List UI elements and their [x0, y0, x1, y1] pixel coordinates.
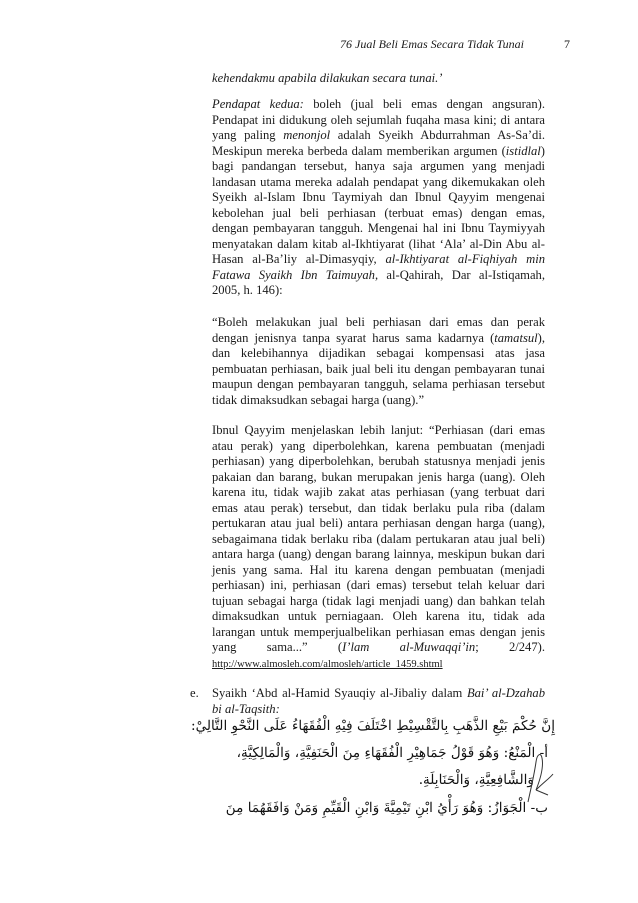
list-label-e: e. [190, 686, 199, 700]
arabic-line-3: وَالشَّافِعِيَّةِ، وَالْحَنَابِلَةِ. [418, 772, 534, 788]
term-menonjol: menonjol [283, 128, 331, 142]
page-number: 7 [564, 37, 570, 51]
text-span: ), dan kelebihannya dijadikan sebagai kompensasi atas jasa pembuatan perhiasan, baik jual beli itu dengan pembayaran tunai maupun dengan pembayaran tangguh, selama perhiasan tersebut tidak dimaksudkan sebagai harga (uang).” [212, 330, 545, 407]
paragraph-quote-taymiyyah [212, 315, 545, 408]
arabic-line-4: ب- الْجَوَازُ: وَهُوَ رَأْيُ ابْنِ تَيْمِيَّةَ وَابْنِ الْقَيِّمِ وَمَنْ وَافَقَهُمَا مِنَ [225, 800, 548, 816]
text-span: Syaikh ‘Abd al-Hamid Syauqiy al-Jibaliy dalam [212, 686, 467, 700]
ibnul-qayyim-text [212, 423, 545, 672]
text-span: al-Qahirah, Dar al-Istiqamah, 2005, h. 146): [212, 267, 545, 297]
book-title-bai-al-dzahab: Bai’ al-Dzahab bi al-Taqsith: [212, 686, 545, 716]
text-span: boleh (jual beli emas dengan angsuran). Pendapat ini didukung oleh sejumlah fuqaha masa kini; di antara yang paling [212, 97, 545, 142]
paragraph-pendapat-kedua [212, 97, 545, 299]
term-pendapat-kedua: Pendapat kedua: [212, 97, 304, 111]
text-span: ) bagi pandangan tersebut, hanya saja argumen yang menjadi landasan utama mereka adalah pendapat yang dikemukakan oleh Syeikh al-Islam Ibnu Taymiyah dan Ibnul Qayyim mengenai kebolehan jual beli perhiasan (terbuat emas) dengan emas, dengan pembayaran tangguh. Mengenai hal ini Ibnu Taymiyyah menyatakan dalam kitab al-Ikhtiyarat (lihat ‘Ala’ al-Din Abu al-Hasan al-Ba’liy al-Dimasyqiy, [212, 143, 545, 266]
source-link[interactable]: http://www.almosleh.com/almosleh/article_1459.shtml [212, 658, 443, 670]
paragraph-ibnul-qayyim [212, 423, 545, 672]
text-span: Ibnul Qayyim menjelaskan lebih lanjut: “Perhiasan (dari emas atau perak) yang diperbolehkan, karena pembuatan (menjadi perhiasan) yang diperbolehkan, berubah statusnya menjadi jenis pakaian dan barang, bukan merupakan jenis harga (uang). Oleh karena itu, tidak wajib zakat atas perhiasan (yang terbuat dari emas atau perak) tersebut, dan tidak berlaku pula riba (dalam pertukaran atau jual beli) antara perhiasan dengan harga (uang), sebagaimana tidak berlaku riba (dalam pertukaran atau jual beli) antara harga (uang) dengan barang lainnya, meskipun bukan dari jenis yang sama. Hal itu karena dengan pembuatan (menjadi perhiasan) ini, perhiasan (dari emas) tersebut telah keluar dari tujuan sebagai harga (tidak lagi menjadi uang) dan bahkan telah dimaksudkan untuk perniagaan. Oleh karena itu, tidak ada larangan untuk memperjualbelikan perhiasan emas dengan jenis yang sama...” ( [212, 423, 545, 654]
running-title: 76 Jual Beli Emas Secara Tidak Tunai [340, 37, 524, 51]
book-title-ilam: I’lam al-Muwaqqi’in [342, 640, 476, 654]
list-item-e-text [212, 686, 545, 717]
list-item-e [190, 686, 545, 717]
pendapat-kedua-text [212, 97, 545, 299]
arabic-line-2: أ- الْمَنْعُ: وَهُوَ قَوْلُ جَمَاهِيْرِ الْفُقَهَاءِ مِنَ الْحَنَفِيَّةِ، وَالْمَالِكِيَّةِ، [236, 745, 548, 761]
signature-mark [522, 748, 556, 804]
paragraph-quote-end [212, 71, 545, 87]
term-istidlal: istidlal [505, 143, 541, 158]
quote-taymiyyah-text [212, 315, 545, 408]
text-span: adalah Syeikh Abdurrahman As-Sa’di. Meskipun mereka berbeda dalam memberikan argumen ( [212, 128, 545, 158]
text-span: “Boleh melakukan jual beli perhiasan dari emas dan perak dengan jenisnya tanpa syarat harus sama kadarnya ( [212, 315, 545, 345]
term-tamatsul: tamatsul [494, 330, 538, 345]
quote-end-text: kehendakmu apabila dilakukan secara tunai.’ [212, 71, 443, 85]
book-title-ikhtiyarat: al-Ikhtiyarat al-Fiqhiyah min Fatawa Syaikh Ibn Taimuyah, [212, 252, 546, 282]
text-span: ; 2/247). [475, 640, 545, 654]
arabic-line-1: إِنَّ حُكْمَ بَيْعِ الذَّهَبِ بِالتَّقْسِيْطِ اخْتَلَفَ فِيْهِ الْفُقَهَاءُ عَلَى النَّحْوِ التَّالِيْ: [191, 718, 555, 734]
